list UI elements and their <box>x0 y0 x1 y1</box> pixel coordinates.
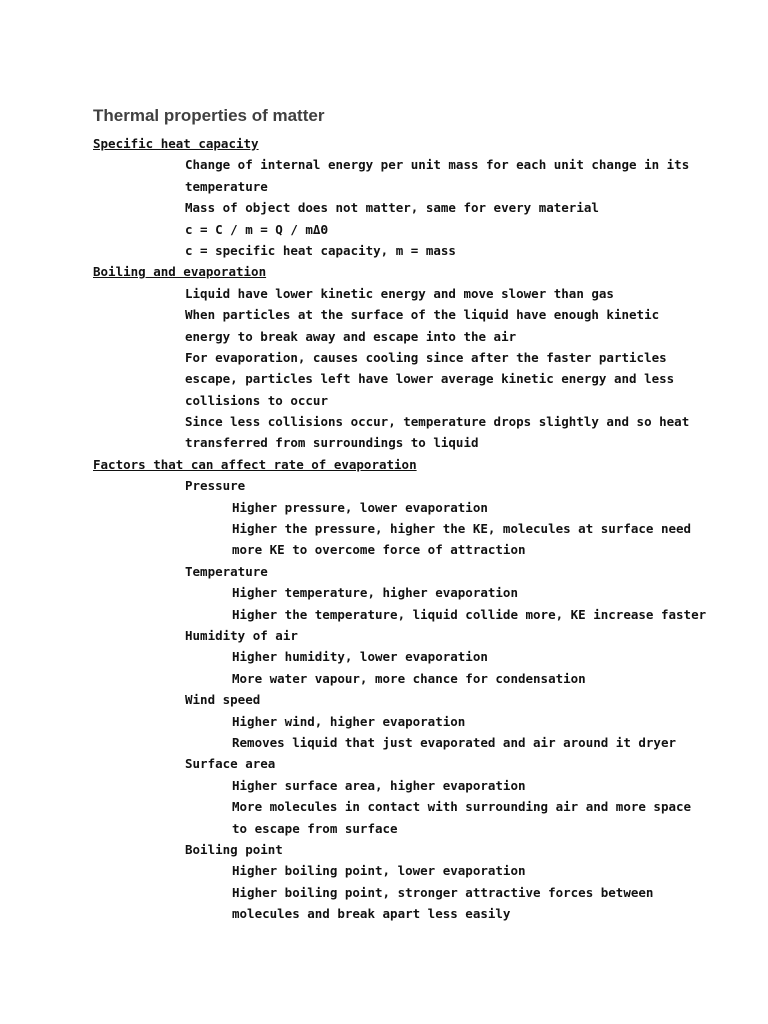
sub-note-line: Removes liquid that just evaporated and air around it dryer <box>232 734 677 750</box>
sub-note-line: Higher the temperature, liquid collide more, KE increase faster <box>232 606 707 622</box>
page-title: Thermal properties of matter <box>93 106 325 125</box>
note-line: collisions to occur <box>185 392 328 408</box>
sub-note-line: Higher the pressure, higher the KE, molecules at surface need <box>232 521 692 537</box>
section-heading: Boiling and evaporation <box>93 264 267 280</box>
sub-note-line: to escape from surface <box>232 820 398 836</box>
section-heading: Factors that can affect rate of evaporation <box>93 456 417 472</box>
note-line: c = C / m = Q / mΔΘ <box>185 221 328 237</box>
note-line: energy to break away and escape into the air <box>185 328 517 344</box>
note-line: Pressure <box>185 478 246 494</box>
sub-note-line: Higher pressure, lower evaporation <box>232 499 488 515</box>
sub-note-line: Higher boiling point, stronger attractive forces between <box>232 884 654 900</box>
note-line: For evaporation, causes cooling since after the faster particles <box>185 349 667 365</box>
sub-note-line: more KE to overcome force of attraction <box>232 542 526 558</box>
note-line: temperature <box>185 178 268 194</box>
note-line: Liquid have lower kinetic energy and move slower than gas <box>185 285 614 301</box>
note-line: Humidity of air <box>185 627 298 643</box>
sub-note-line: Higher wind, higher evaporation <box>232 713 466 729</box>
note-line: When particles at the surface of the liquid have enough kinetic <box>185 307 660 323</box>
note-line: Wind speed <box>185 692 261 708</box>
note-line: Temperature <box>185 563 268 579</box>
sub-note-line: molecules and break apart less easily <box>232 906 511 922</box>
note-line: escape, particles left have lower average kinetic energy and less <box>185 371 675 387</box>
note-line: Change of internal energy per unit mass for each unit change in its <box>185 157 690 173</box>
sub-note-line: Higher surface area, higher evaporation <box>232 777 526 793</box>
note-line: c = specific heat capacity, m = mass <box>185 242 456 258</box>
notes-body <box>93 133 707 924</box>
sub-note-line: Higher humidity, lower evaporation <box>232 649 488 665</box>
note-line: Boiling point <box>185 841 283 857</box>
sub-note-line: More molecules in contact with surrounding air and more space <box>232 799 692 815</box>
sub-note-line: Higher boiling point, lower evaporation <box>232 863 526 879</box>
sub-note-line: Higher temperature, higher evaporation <box>232 585 518 601</box>
note-line: Since less collisions occur, temperature drops slightly and so heat <box>185 414 690 430</box>
section-heading: Specific heat capacity <box>93 136 259 151</box>
note-line: transferred from surroundings to liquid <box>185 435 479 451</box>
note-line: Mass of object does not matter, same for every material <box>185 200 599 216</box>
sub-note-line: More water vapour, more chance for condensation <box>232 670 586 686</box>
note-line: Surface area <box>185 756 276 772</box>
